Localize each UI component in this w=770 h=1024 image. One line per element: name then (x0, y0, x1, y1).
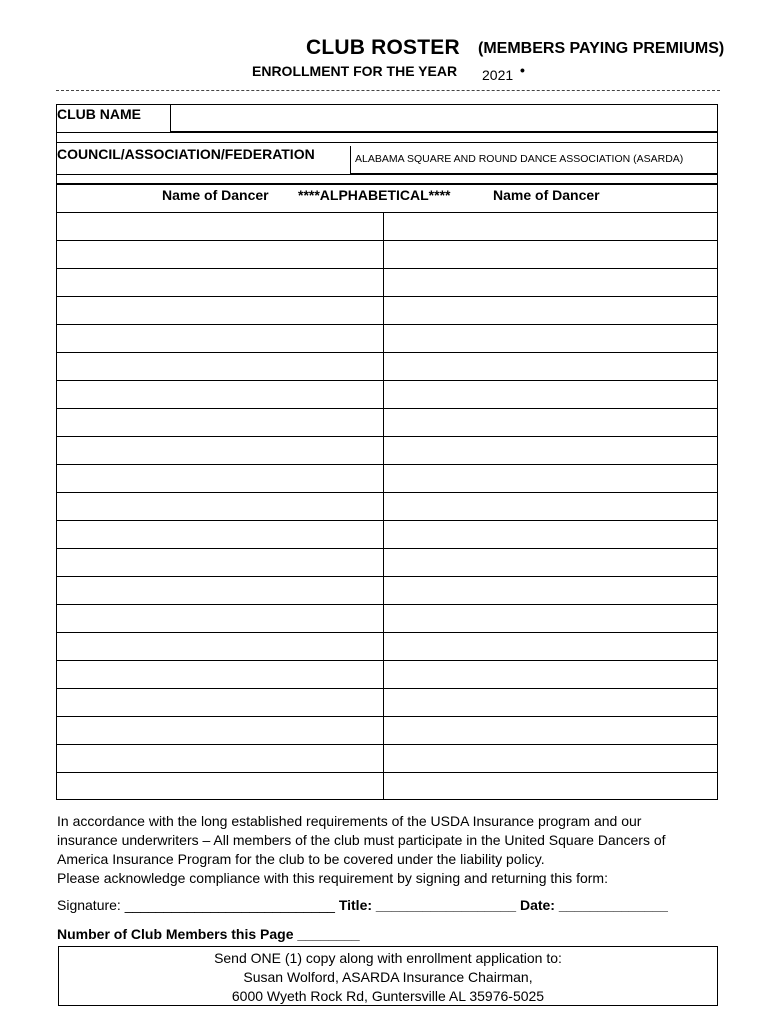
column-header-alphabetical: ****ALPHABETICAL**** (298, 187, 451, 203)
dancer-name-cell-left[interactable] (57, 549, 383, 576)
dancer-name-cell-left[interactable] (57, 745, 383, 772)
statement-line: Please acknowledge compliance with this requirement by signing and returning this form: (57, 870, 608, 886)
dancer-name-cell-right[interactable] (384, 773, 717, 800)
statement-line: In accordance with the long established requirements of the USDA Insurance program and our (57, 813, 642, 829)
title-field[interactable]: Title: __________________ (338, 897, 517, 913)
date-field[interactable]: Date: ______________ (519, 897, 668, 913)
dancer-name-cell-right[interactable] (384, 297, 717, 324)
send-line: 6000 Wyeth Rock Rd, Guntersville AL 35976-5025 (231, 988, 545, 1004)
dancer-name-cell-right[interactable] (384, 353, 717, 380)
enrollment-year: 2021 (482, 67, 514, 83)
dancer-name-cell-left[interactable] (57, 241, 383, 268)
dancer-name-cell-left[interactable] (57, 465, 383, 492)
dancer-name-cell-left[interactable] (57, 325, 383, 352)
dancer-name-cell-right[interactable] (384, 437, 717, 464)
dancer-name-cell-right[interactable] (384, 213, 717, 240)
send-line: Susan Wolford, ASARDA Insurance Chairman, (243, 969, 533, 985)
dancer-name-cell-left[interactable] (57, 717, 383, 744)
dancer-name-cell-left[interactable] (57, 493, 383, 520)
statement-line: America Insurance Program for the club to be covered under the liability policy. (57, 851, 545, 867)
dancer-name-cell-right[interactable] (384, 661, 717, 688)
dancer-name-cell-right[interactable] (384, 605, 717, 632)
dancer-name-cell-right[interactable] (384, 465, 717, 492)
mailing-instructions-box (58, 946, 718, 1006)
dancer-name-cell-left[interactable] (57, 689, 383, 716)
dancer-name-cell-right[interactable] (384, 241, 717, 268)
info-divider (56, 132, 718, 133)
dashed-divider (56, 90, 720, 91)
send-line: Send ONE (1) copy along with enrollment application to: (214, 950, 562, 966)
dancer-name-cell-right[interactable] (384, 493, 717, 520)
dancer-name-cell-left[interactable] (57, 773, 383, 800)
dancer-name-cell-left[interactable] (57, 661, 383, 688)
dancer-name-cell-right[interactable] (384, 409, 717, 436)
dancer-name-cell-left[interactable] (57, 577, 383, 604)
council-label: COUNCIL/ASSOCIATION/FEDERATION (57, 146, 315, 162)
dancer-name-cell-left[interactable] (57, 213, 383, 240)
dancer-name-cell-left[interactable] (57, 353, 383, 380)
dancer-name-cell-right[interactable] (384, 745, 717, 772)
page-title: CLUB ROSTER (306, 36, 460, 59)
signature-field[interactable]: Signature: ___________________________ (57, 897, 335, 913)
dancer-name-cell-right[interactable] (384, 269, 717, 296)
dancer-name-cell-right[interactable] (384, 717, 717, 744)
dancer-name-cell-right[interactable] (384, 633, 717, 660)
info-divider (56, 142, 718, 143)
compliance-statement (57, 812, 727, 888)
statement-line: insurance underwriters – All members of the club must participate in the United Square Dancers of (57, 832, 666, 848)
dancer-name-cell-right[interactable] (384, 521, 717, 548)
column-header-right: Name of Dancer (493, 187, 600, 203)
dancer-name-cell-right[interactable] (384, 549, 717, 576)
club-name-field[interactable] (170, 104, 718, 132)
dancer-name-cell-right[interactable] (384, 325, 717, 352)
dancer-name-cell-left[interactable] (57, 521, 383, 548)
club-name-label: CLUB NAME (57, 106, 141, 122)
dancer-name-cell-left[interactable] (57, 633, 383, 660)
signature-row (57, 897, 668, 913)
dancer-name-cell-left[interactable] (57, 269, 383, 296)
members-count-field[interactable]: Number of Club Members this Page ________ (57, 926, 360, 942)
dancer-name-cell-left[interactable] (57, 297, 383, 324)
dancer-name-cell-left[interactable] (57, 381, 383, 408)
council-value: ALABAMA SQUARE AND ROUND DANCE ASSOCIATION (ASARDA) (355, 153, 684, 165)
page-subtitle: (MEMBERS PAYING PREMIUMS) (478, 40, 725, 57)
dancer-name-cell-right[interactable] (384, 381, 717, 408)
dancer-name-cell-right[interactable] (384, 689, 717, 716)
dancer-name-cell-left[interactable] (57, 605, 383, 632)
column-header-left: Name of Dancer (162, 187, 269, 203)
dancer-name-cell-left[interactable] (57, 437, 383, 464)
dancer-name-cell-right[interactable] (384, 577, 717, 604)
enrollment-year-marker: • (520, 62, 525, 78)
enrollment-label: ENROLLMENT FOR THE YEAR (252, 63, 458, 79)
dancer-name-cell-left[interactable] (57, 409, 383, 436)
column-divider (383, 212, 384, 800)
info-divider (56, 174, 718, 175)
